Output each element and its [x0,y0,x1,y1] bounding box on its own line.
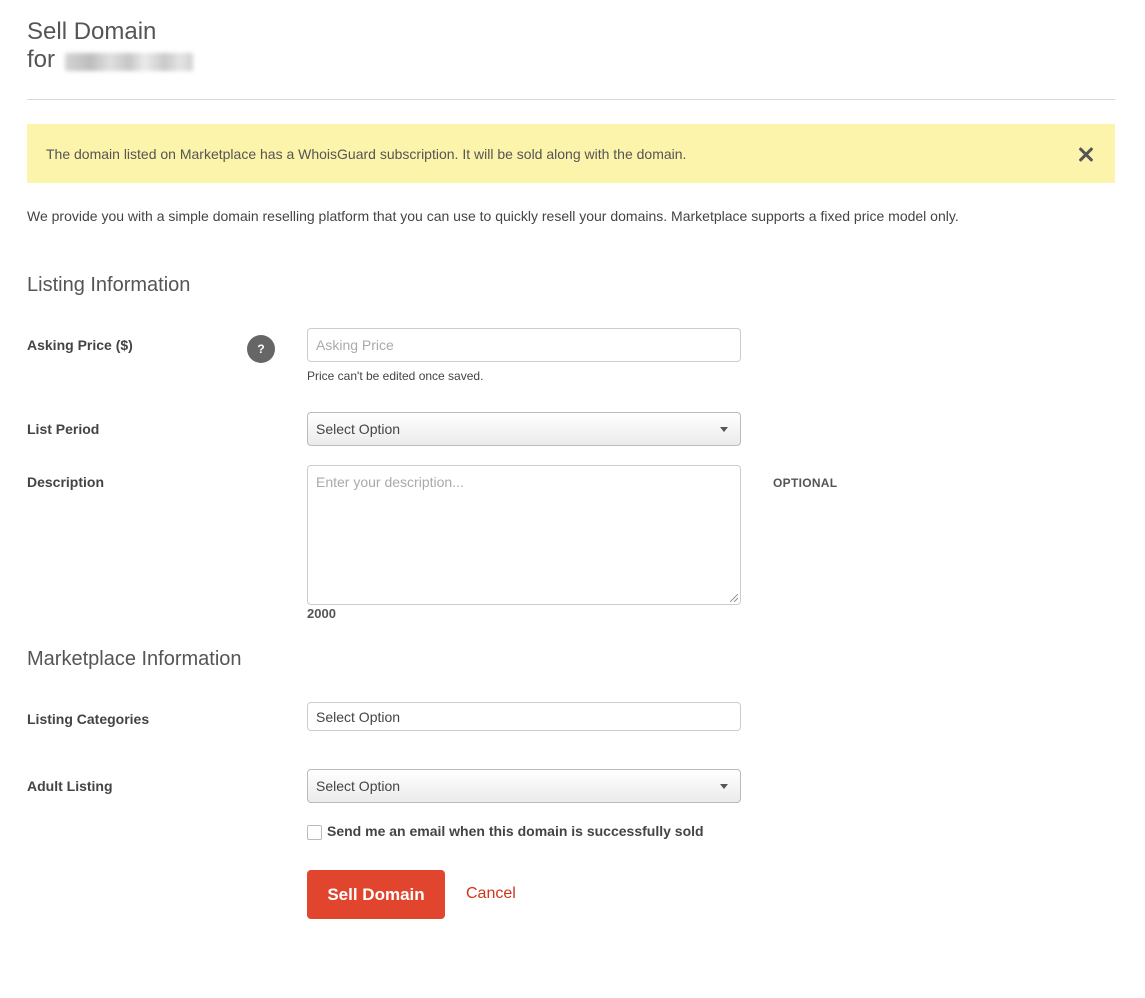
listing-information-heading: Listing Information [27,274,191,296]
description-placeholder: Enter your description... [316,474,464,490]
page-title-line2 [27,46,193,74]
intro-text: We provide you with a simple domain reselling platform that you can use to quickly resell your domains. Marketplace supports a fixed price model only. [27,208,959,224]
listing-categories-select[interactable] [307,702,741,731]
page-title-line1: Sell Domain [27,18,157,45]
list-period-label: List Period [27,421,100,437]
listing-categories-value: Select Option [316,708,401,725]
optional-badge: OPTIONAL [773,476,838,490]
list-period-select[interactable] [307,412,741,446]
asking-price-input[interactable]: Asking Price [307,328,741,362]
header-divider [27,99,1115,100]
asking-price-hint: Price can't be edited once saved. [307,369,484,383]
whoisguard-alert [27,124,1115,183]
character-counter: 2000 [307,606,336,621]
cancel-link[interactable]: Cancel [466,885,516,902]
adult-listing-value: Select Option [316,778,401,794]
sell-domain-button[interactable]: Sell Domain [307,870,445,919]
description-label: Description [27,474,105,490]
help-icon[interactable]: ? [247,335,275,363]
resize-grip-icon[interactable] [730,594,738,602]
adult-listing-select[interactable] [307,769,741,803]
marketplace-information-heading: Marketplace Information [27,648,242,670]
page-title [27,18,193,74]
asking-price-label: Asking Price ($) [27,337,133,353]
listing-categories-label: Listing Categories [27,711,150,727]
redacted-domain-name [65,53,193,71]
chevron-down-icon [720,427,728,432]
close-icon[interactable] [1076,144,1096,164]
adult-listing-label: Adult Listing [27,778,113,794]
email-notification-checkbox[interactable] [307,825,322,840]
email-notification-label[interactable]: Send me an email when this domain is successfully sold [327,823,704,839]
page-title-for: for [27,46,56,73]
description-textarea[interactable] [307,465,741,605]
alert-text: The domain listed on Marketplace has a WhoisGuard subscription. It will be sold along with the domain. [46,145,687,162]
list-period-value: Select Option [316,421,401,437]
chevron-down-icon [720,784,728,789]
